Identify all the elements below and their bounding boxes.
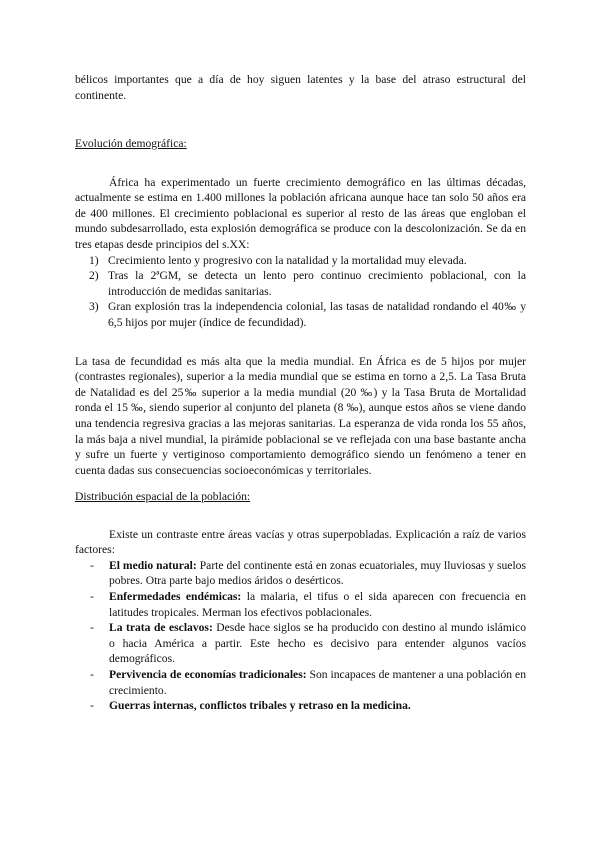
list-item — [75, 589, 526, 620]
factor-text: la malaria, el tifus o el sida aparecen con frecuencia en latitudes tropicales. Merman los efectivos poblacionales. — [109, 589, 526, 619]
list-item — [75, 299, 526, 330]
list-number: 1) — [89, 253, 99, 267]
intro-section — [75, 72, 526, 103]
list-dash: - — [90, 621, 94, 635]
list-dash: - — [90, 667, 94, 681]
list-item-text: Tras la 2ªGM, se detecta un lento pero continuo crecimiento poblacional, con la introducción de medidas sanitarias. — [108, 269, 526, 298]
factor-term: Pervivencia de economías tradicionales: — [109, 667, 307, 681]
list-item — [75, 558, 526, 589]
list-item-text: Gran explosión tras la independencia colonial, las tasas de natalidad rondando el 40‰ y 6,5 hijos por mujer (índice de fecundidad). — [108, 300, 526, 329]
demografia-paragraph-1: África ha experimentado un fuerte crecimiento demográfico en las últimas décadas, actualmente se estima en 1.400 millones la población africana aunque hace tan solo 50 años era de 400 millones. El crecimiento poblacional es superior al resto de las áreas que engloban el mundo subdesarrollado, esta explosión demográfica se produce con la descolonización. Se da en tres etapas desde principios del s.XX: — [75, 175, 526, 251]
list-item-text: Crecimiento lento y progresivo con la natalidad y la mortalidad muy elevada. — [108, 253, 467, 267]
stages-list — [75, 253, 526, 331]
distribucion-heading: Distribución espacial de la población: — [75, 490, 251, 503]
factor-text: Desde hace siglos se ha producido con destino al mundo islámico o hacia América a partir. Este hecho es decisivo para entender algunos vacíos demográficos. — [109, 621, 527, 666]
distribucion-section — [75, 489, 526, 714]
list-number: 2) — [89, 269, 99, 283]
list-dash: - — [90, 589, 94, 603]
intro-paragraph: bélicos importantes que a día de hoy siguen latentes y la base del atraso estructural del continente. — [75, 73, 526, 102]
demografia-paragraph-2: La tasa de fecundidad es más alta que la media mundial. En África es de 5 hijos por mujer (contrastes regionales), superior a la media mundial que se estima en torno a 2,5. La Tasa Bruta de Natalidad es del 25‰ superior a la media mundial (20 ‰) y la Tasa Bruta de Mortalidad ronda el 15 ‰, siendo superior al conjunto del planeta (8 ‰), aunque estos años se viene dando una tendencia regresiva gracias a las mejoras sanitarias. La esperanza de vida ronda los 55 años, la más baja a nivel mundial, la pirámide poblacional se ve reflejada con una base bastante ancha y sufre un fuerte y vertiginoso comportamiento demográfico siendo un fenómeno a tener en cuenta dadas sus consecuencias socioeconómicas y territoriales. — [75, 354, 526, 477]
list-number: 3) — [89, 300, 99, 314]
list-item — [75, 620, 526, 667]
factor-term: Enfermedades endémicas: — [109, 589, 242, 603]
list-item — [75, 253, 526, 269]
demografia-section — [75, 136, 526, 478]
factor-term: La trata de esclavos: — [109, 621, 213, 635]
demografia-heading: Evolución demográfica: — [75, 137, 187, 150]
factor-term: El medio natural: — [109, 558, 197, 572]
list-dash: - — [90, 558, 94, 572]
list-item — [75, 698, 526, 714]
list-dash: - — [90, 699, 94, 713]
factor-term: Guerras internas, conflictos tribales y retraso en la medicina. — [109, 699, 411, 713]
factor-text: Parte del continente está en zonas ecuatoriales, muy lluviosas y suelos pobres. Otra parte bajo medios áridos o desérticos. — [109, 558, 526, 588]
list-item — [75, 268, 526, 299]
list-item — [75, 667, 526, 698]
factors-list — [75, 558, 526, 714]
factor-text: Son incapaces de mantener a una población en crecimiento. — [109, 667, 526, 697]
distribucion-paragraph: Existe un contraste entre áreas vacías y otras superpobladas. Explicación a raíz de varios factores: — [75, 527, 526, 557]
